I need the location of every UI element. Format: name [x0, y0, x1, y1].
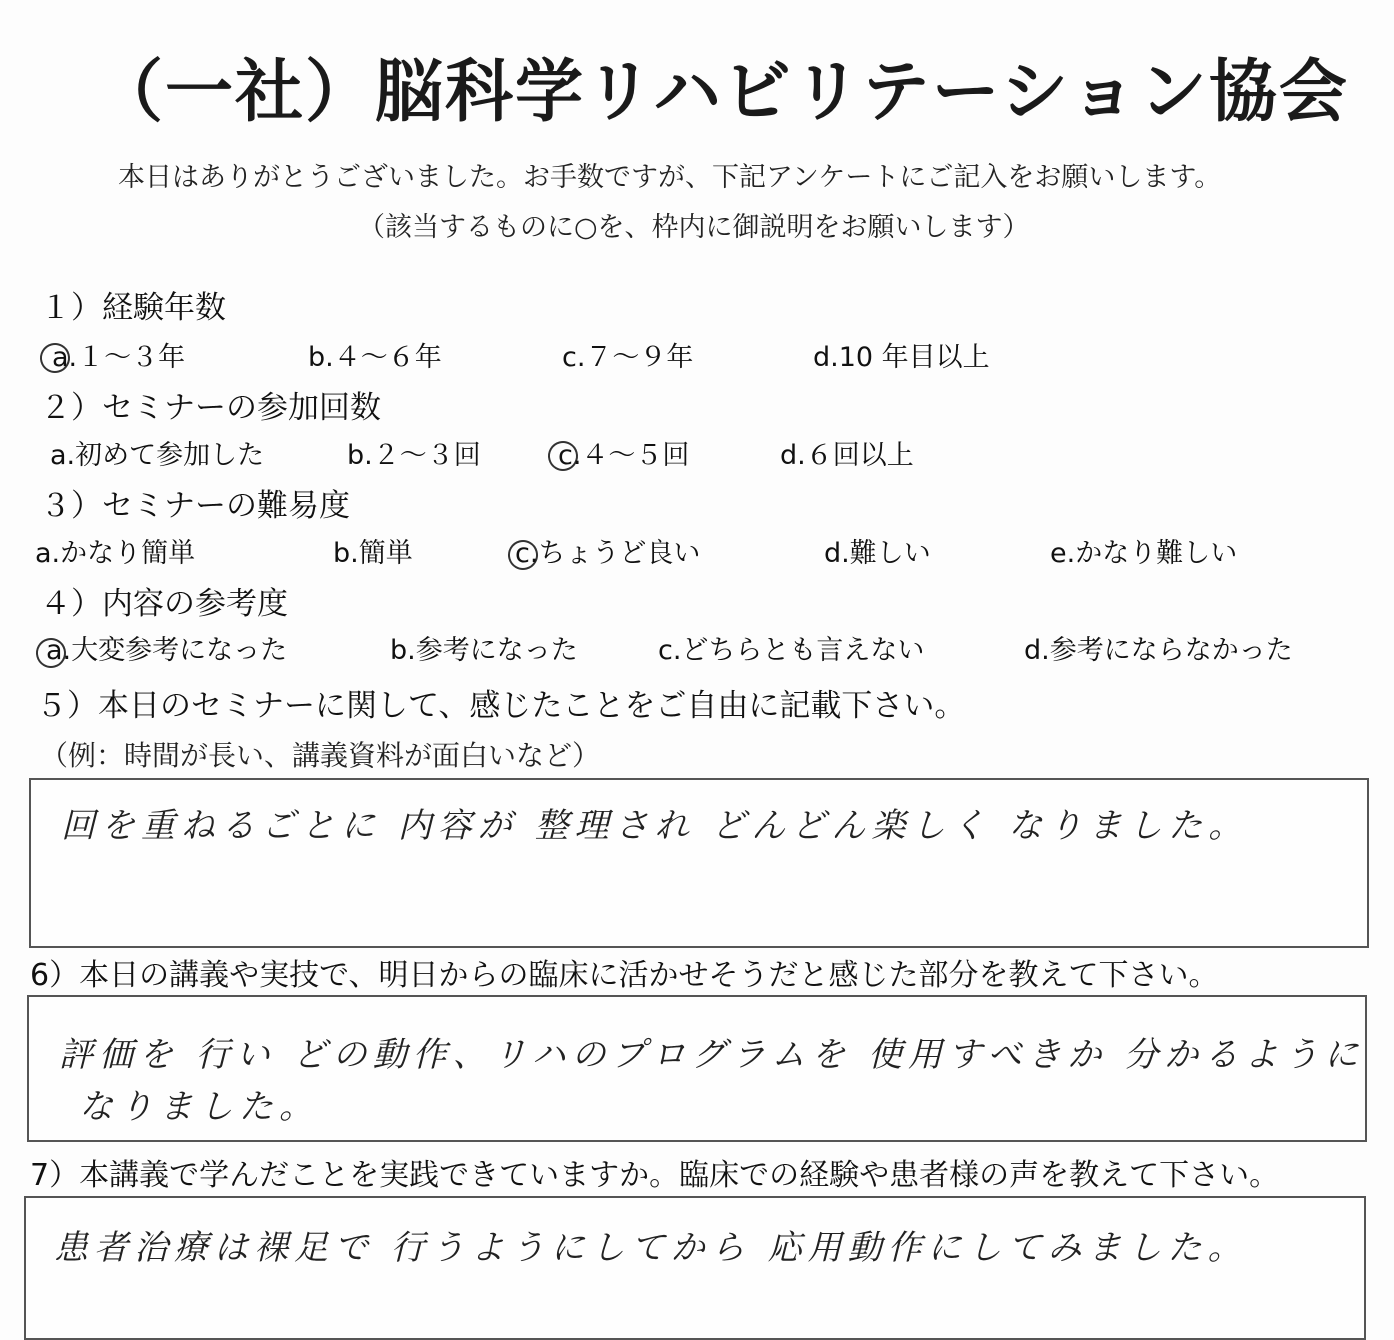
q1-option-d[interactable]: d.10 年目以上 — [813, 342, 990, 373]
q2-option-c[interactable]: c.４〜５回 — [558, 440, 690, 471]
q1-option-c[interactable]: c.７〜９年 — [562, 342, 694, 373]
q3-option-c[interactable]: c.ちょうど良い — [515, 538, 701, 569]
q5-answer-text: 回を重ねるごとに 内容が 整理され どんどん楽しく なりました。 — [61, 806, 1249, 846]
question-7-label: 7）本講義で学んだことを実践できていますか。臨床での経験や患者様の声を教えて下さい。 — [30, 1158, 1280, 1193]
question-5-example: （例：時間が長い、講義資料が面白いなど） — [40, 739, 601, 772]
q2-option-d[interactable]: d.６回以上 — [780, 440, 914, 471]
q1-option-b[interactable]: b.４〜６年 — [308, 342, 442, 373]
q5-answer-box[interactable] — [29, 778, 1369, 948]
q7-answer-box[interactable] — [24, 1196, 1366, 1340]
q4-option-b[interactable]: b.参考になった — [390, 635, 578, 666]
question-2-label: ２）セミナーの参加回数 — [40, 390, 381, 426]
q3-option-b[interactable]: b.簡単 — [333, 538, 413, 569]
q7-answer-text: 患者治療は裸足で 行うようにしてから 応用動作にしてみました。 — [54, 1228, 1248, 1268]
question-6-label: 6）本日の講義や実技で、明日からの臨床に活かせそうだと感じた部分を教えて下さい。 — [30, 958, 1219, 993]
question-4-label: ４）内容の参考度 — [40, 586, 288, 622]
q4-option-c[interactable]: c.どちらとも言えない — [658, 635, 925, 666]
form-title: （一社）脳科学リハビリテーション協会 — [95, 53, 1349, 132]
q3-option-e[interactable]: e.かなり難しい — [1050, 538, 1238, 569]
q6-answer-line2: なりました。 — [79, 1087, 319, 1127]
question-3-label: ３）セミナーの難易度 — [40, 488, 350, 524]
q6-answer-box[interactable] — [27, 995, 1367, 1142]
q2-option-b[interactable]: b.２〜３回 — [347, 440, 481, 471]
q3-option-d[interactable]: d.難しい — [824, 538, 931, 569]
q4-option-a[interactable]: a.大変参考になった — [46, 635, 288, 666]
q1-option-a[interactable]: a.１〜３年 — [52, 342, 186, 373]
q2-option-a[interactable]: a.初めて参加した — [50, 440, 265, 471]
q6-answer-line1: 評価を 行い どの動作、リハのプログラムを 使用すべきか 分かるように — [59, 1035, 1365, 1075]
question-5-label: ５）本日のセミナーに関して、感じたことをご自由に記載下さい。 — [36, 688, 966, 724]
q3-option-a[interactable]: a.かなり簡単 — [35, 538, 196, 569]
question-1-label: １）経験年数 — [40, 290, 226, 326]
intro-text: 本日はありがとうございました。お手数ですが、下記アンケートにご記入をお願いします。 — [118, 162, 1222, 193]
q4-option-d[interactable]: d.参考にならなかった — [1024, 635, 1293, 666]
intro-note: （該当するものに○を、枠内に御説明をお願いします） — [358, 212, 1030, 243]
